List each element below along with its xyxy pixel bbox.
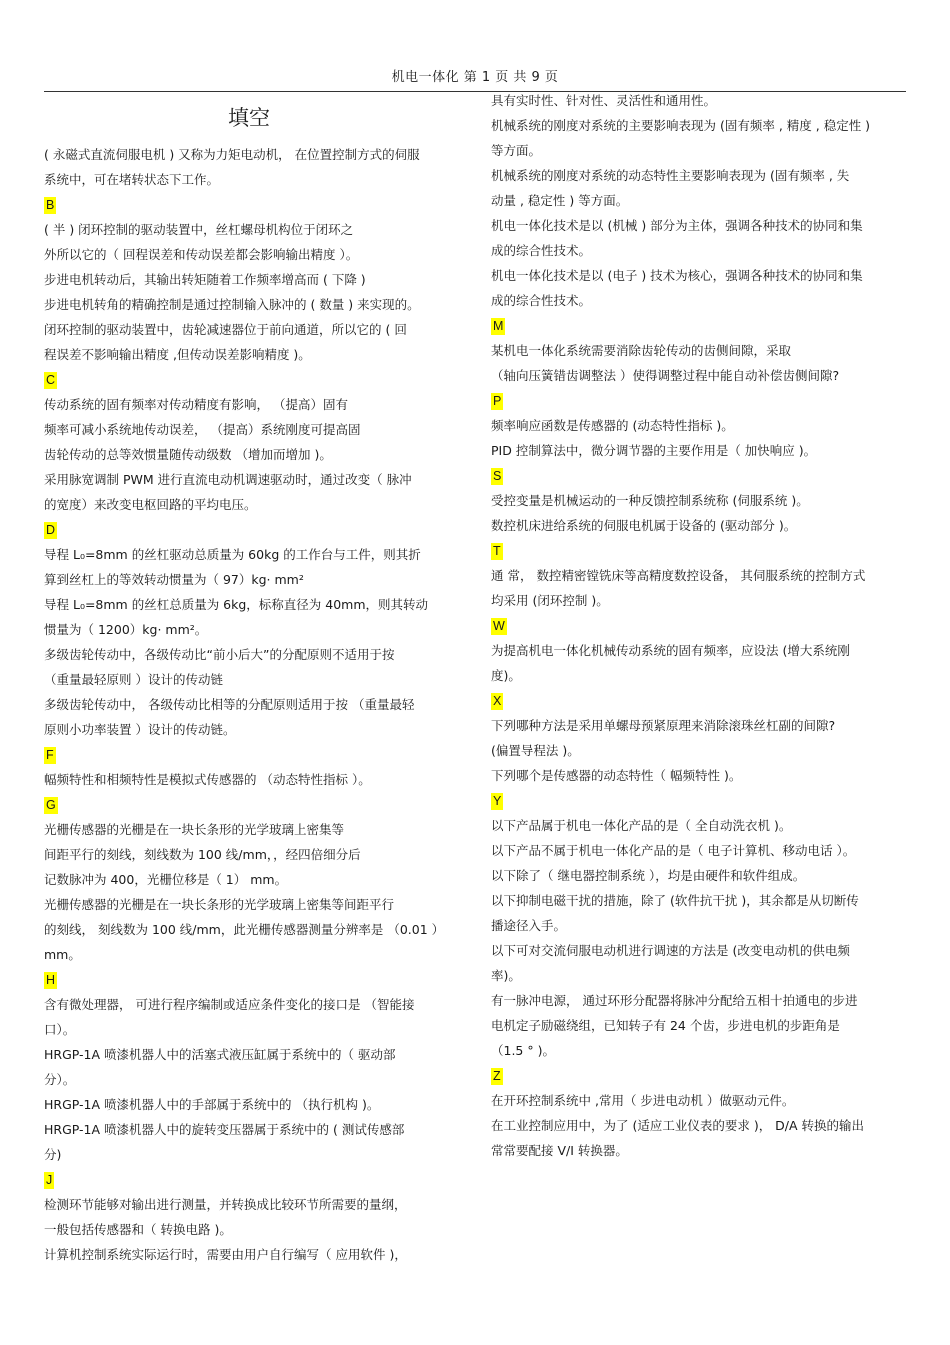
section-letter-row xyxy=(491,1063,906,1088)
text-line: 率)。 xyxy=(491,968,521,983)
text-line: 以下可对交流伺服电动机进行调速的方法是 (改变电动机的供电频 xyxy=(491,943,850,958)
text-line: 含有微处理器， 可进行程序编制或适应条件变化的接口是 （智能接 xyxy=(44,997,415,1012)
text-line: 导程 L₀=8mm 的丝杠总质量为 6kg，标称直径为 40mm，则其转动 xyxy=(44,597,429,612)
text-line: 光栅传感器的光栅是在一块长条形的光学玻璃上密集等 xyxy=(44,822,345,837)
text-line: 的刻线， 刻线数为 100 线/mm，此光栅传感器测量分辨率是 （0.01 ） xyxy=(44,922,445,937)
section-title: 填空 xyxy=(228,106,270,130)
text-line: HRGP-1A 喷漆机器人中的活塞式液压缸属于系统中的（ 驱动部 xyxy=(44,1047,396,1062)
text-line: (偏置导程法 )。 xyxy=(491,743,580,758)
text-line: 成的综合性技术。 xyxy=(491,243,592,258)
section-letter-m: M xyxy=(493,319,504,333)
text-line: 有一脉冲电源， 通过环形分配器将脉冲分配给五相十拍通电的步进 xyxy=(491,993,858,1008)
text-line: 播途径入手。 xyxy=(491,918,567,933)
text-line: 以下产品不属于机电一体化产品的是（ 电子计算机、移动电话 ）。 xyxy=(491,843,856,858)
text-line: 频率可减小系统地传动误差， （提高）系统刚度可提高固 xyxy=(44,422,361,437)
text-line: 电机定子励磁绕组，已知转子有 24 个齿，步进电机的步距角是 xyxy=(491,1018,840,1033)
text-line: 以下除了（ 继电器控制系统 ），均是由硬件和软件组成。 xyxy=(491,868,806,883)
text-line: 导程 L₀=8mm 的丝杠驱动总质量为 60kg 的工作台与工件，则其折 xyxy=(44,547,421,562)
text-line: ( 半 ) 闭环控制的驱动装置中，丝杠螺母机构位于闭环之 xyxy=(44,222,354,237)
text-line: 下列哪种方法是采用单螺母预紧原理来消除滚珠丝杠副的间隙? xyxy=(491,718,836,733)
text-line: 在工业控制应用中，为了 (适应工业仪表的要求 )， D/A 转换的输出 xyxy=(491,1118,865,1133)
text-line: 以下抑制电磁干扰的措施，除了 (软件抗干扰 )，其余都是从切断传 xyxy=(491,893,859,908)
section-letter-row xyxy=(491,788,906,813)
section-letter-y: Y xyxy=(493,794,502,808)
section-letter-row xyxy=(44,967,459,992)
text-line: 机械系统的刚度对系统的主要影响表现为 (固有频率 , 精度 , 稳定性 ) xyxy=(491,118,871,133)
text-line: mm。 xyxy=(44,947,81,962)
text-line: 常常要配接 V/I 转换器。 xyxy=(491,1143,628,1158)
text-line: 均采用 (闭环控制 )。 xyxy=(491,593,609,608)
section-letter-row xyxy=(44,1167,459,1192)
left-column-lines xyxy=(44,142,459,1267)
section-letter-row xyxy=(491,388,906,413)
section-letter-d: D xyxy=(46,523,56,537)
section-letter-s: S xyxy=(493,469,502,483)
section-letter-row xyxy=(491,463,906,488)
section-letter-j: J xyxy=(46,1173,53,1187)
page-header: 机电一体化 第 1 页 共 9 页 xyxy=(391,70,559,85)
text-line: 某机电一体化系统需要消除齿轮传动的齿侧间隙，采取 xyxy=(491,343,792,358)
text-line: 采用脉宽调制 PWM 进行直流电动机调速驱动时，通过改变（ 脉冲 xyxy=(44,472,412,487)
text-line: HRGP-1A 喷漆机器人中的手部属于系统中的 （执行机构 )。 xyxy=(44,1097,380,1112)
text-line: 分) xyxy=(44,1147,62,1162)
section-letter-x: X xyxy=(493,694,502,708)
section-letter-w: W xyxy=(493,619,505,633)
text-line: 传动系统的固有频率对传动精度有影响， （提高）固有 xyxy=(44,397,348,412)
text-line: （轴向压簧错齿调整法 ）使得调整过程中能自动补偿齿侧间隙? xyxy=(491,368,840,383)
text-line: 间距平行的刻线，刻线数为 100 线/mm，，经四倍细分后 xyxy=(44,847,361,862)
text-line: 步进电机转动后，其输出转矩随着工作频率增高而 ( 下降 ) xyxy=(44,272,366,287)
section-letter-g: G xyxy=(46,798,56,812)
section-letter-row xyxy=(491,538,906,563)
section-letter-row xyxy=(491,688,906,713)
text-line: 光栅传感器的光栅是在一块长条形的光学玻璃上密集等间距平行 xyxy=(44,897,395,912)
right-column-lines xyxy=(491,88,906,1163)
text-line: 齿轮传动的总等效惯量随传动级数 （增加而增加 )。 xyxy=(44,447,332,462)
text-line: 成的综合性技术。 xyxy=(491,293,592,308)
section-letter-row xyxy=(44,742,459,767)
text-line: 下列哪个是传感器的动态特性（ 幅频特性 )。 xyxy=(491,768,742,783)
section-letter-h: H xyxy=(46,973,56,987)
text-line: 等方面。 xyxy=(491,143,542,158)
section-letter-row xyxy=(491,613,906,638)
text-line: 一般包括传感器和（ 转换电路 )。 xyxy=(44,1222,232,1237)
text-line: 多级齿轮传动中，各级传动比“前小后大”的分配原则不适用于按 xyxy=(44,647,395,662)
text-line: 算到丝杠上的等效转动惯量为（ 97）kg· mm² xyxy=(44,572,304,587)
text-line: ( 永磁式直流伺服电机 ) 又称为力矩电动机， 在位置控制方式的伺服 xyxy=(44,147,420,162)
left-column xyxy=(44,96,459,1267)
text-line: 为提高机电一体化机械传动系统的固有频率，应设法 (增大系统刚 xyxy=(491,643,850,658)
text-line: 机电一体化技术是以 (电子 ) 技术为核心，强调各种技术的协同和集 xyxy=(491,268,863,283)
text-line: 程误差不影响输出精度 ,但传动误差影响精度 )。 xyxy=(44,347,311,362)
text-line: 步进电机转角的精确控制是通过控制输入脉冲的 ( 数量 ) 来实现的。 xyxy=(44,297,420,312)
section-letter-row xyxy=(491,313,906,338)
text-line: 原则小功率装置 ）设计的传动链。 xyxy=(44,722,236,737)
text-line: 频率响应函数是传感器的 (动态特性指标 )。 xyxy=(491,418,734,433)
section-letter-z: Z xyxy=(493,1069,501,1083)
text-line: 机械系统的刚度对系统的动态特性主要影响表现为 (固有频率 , 失 xyxy=(491,168,850,183)
section-letter-row xyxy=(44,192,459,217)
text-line: 惯量为（ 1200）kg· mm²。 xyxy=(44,622,208,637)
text-line: 多级齿轮传动中， 各级传动比相等的分配原则适用于按 （重量最轻 xyxy=(44,697,415,712)
section-letter-f: F xyxy=(46,748,54,762)
section-letter-c: C xyxy=(46,373,56,387)
text-line: 闭环控制的驱动装置中，齿轮减速器位于前向通道，所以它的 ( 回 xyxy=(44,322,407,337)
text-line: （重量最轻原则 ）设计的传动链 xyxy=(44,672,223,687)
text-line: 机电一体化技术是以 (机械 ) 部分为主体，强调各种技术的协同和集 xyxy=(491,218,863,233)
text-line: 口）。 xyxy=(44,1022,76,1037)
text-line: 通 常， 数控精密镗铣床等高精度数控设备， 其伺服系统的控制方式 xyxy=(491,568,866,583)
text-line: 具有实时性、针对性、灵活性和通用性。 xyxy=(491,93,717,108)
section-letter-b: B xyxy=(46,198,55,212)
text-line: 幅频特性和相频特性是模拟式传感器的 （动态特性指标 ）。 xyxy=(44,772,371,787)
section-letter-t: T xyxy=(493,544,501,558)
section-letter-row xyxy=(44,792,459,817)
text-line: 的宽度）来改变电枢回路的平均电压。 xyxy=(44,497,257,512)
text-line: 动量 , 稳定性 ) 等方面。 xyxy=(491,193,629,208)
text-line: 以下产品属于机电一体化产品的是（ 全自动洗衣机 )。 xyxy=(491,818,792,833)
text-line: 记数脉冲为 400，光栅位移是（ 1） mm。 xyxy=(44,872,288,887)
text-line: 受控变量是机械运动的一种反馈控制系统称 (伺服系统 )。 xyxy=(491,493,809,508)
right-column xyxy=(491,88,906,1163)
text-line: （1.5 ° )。 xyxy=(491,1043,555,1058)
section-letter-row xyxy=(44,367,459,392)
text-line: HRGP-1A 喷漆机器人中的旋转变压器属于系统中的 ( 测试传感部 xyxy=(44,1122,405,1137)
text-line: 数控机床进给系统的伺服电机属于设备的 (驱动部分 )。 xyxy=(491,518,797,533)
text-line: 分）。 xyxy=(44,1072,76,1087)
section-letter-row xyxy=(44,517,459,542)
text-line: 计算机控制系统实际运行时，需要由用户自行编写（ 应用软件 )， xyxy=(44,1247,407,1262)
text-line: 系统中，可在堵转状态下工作。 xyxy=(44,172,220,187)
section-letter-p: P xyxy=(493,394,502,408)
text-line: PID 控制算法中，微分调节器的主要作用是（ 加快响应 )。 xyxy=(491,443,817,458)
text-line: 度)。 xyxy=(491,668,521,683)
text-line: 外所以它的（ 回程误差和传动误差都会影响输出精度 ）。 xyxy=(44,247,359,262)
text-line: 检测环节能够对输出进行测量，并转换成比较环节所需要的量纲， xyxy=(44,1197,407,1212)
text-line: 在开环控制系统中 ,常用（ 步进电动机 ）做驱动元件。 xyxy=(491,1093,795,1108)
